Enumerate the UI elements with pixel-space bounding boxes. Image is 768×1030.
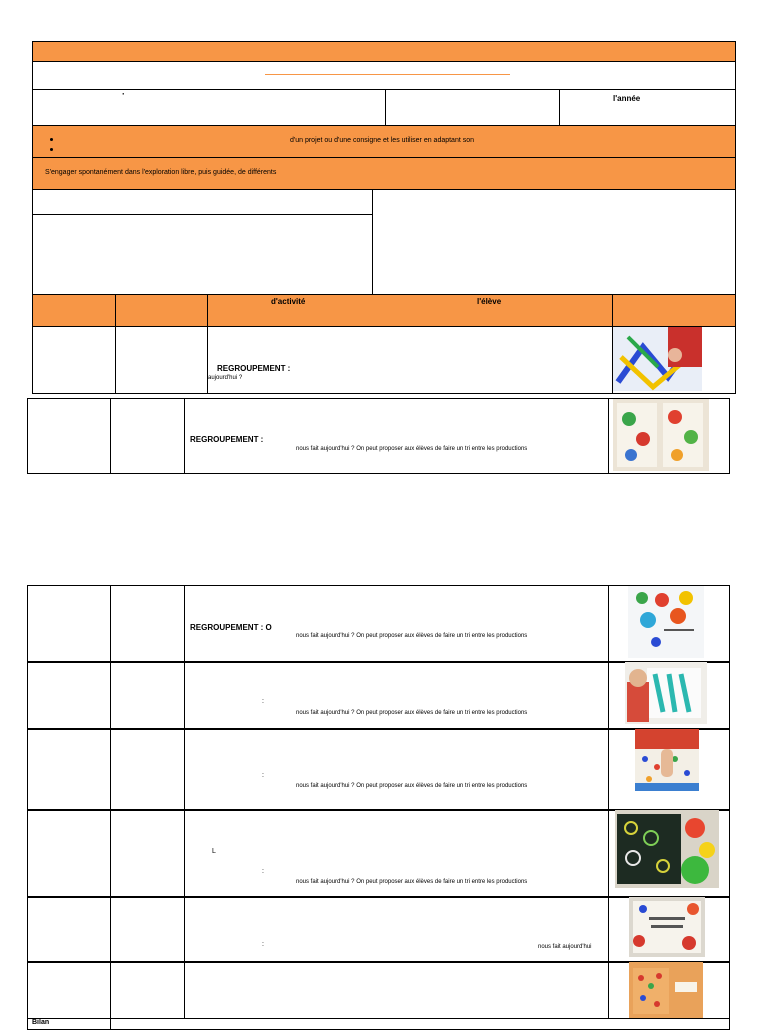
competency-band-2 (32, 157, 736, 190)
cell-divider (110, 662, 111, 729)
row-note: nous fait aujourd'hui ? On peut proposer aux élèves de faire un tri entre les productions (296, 633, 528, 639)
table-row (27, 661, 730, 730)
row-label: REGROUPEMENT : (190, 435, 264, 444)
row-note: nous fait aujourd'hui (538, 944, 592, 950)
cell-divider (184, 399, 185, 473)
header-band-top (32, 41, 736, 62)
cell-divider (608, 662, 609, 729)
cell-divider (184, 810, 185, 897)
cell-divider (608, 586, 609, 662)
cell-divider (110, 962, 111, 1018)
cell-divider (608, 810, 609, 897)
title-row (32, 61, 736, 90)
cell-divider (110, 1019, 111, 1029)
objectives-divider-h (33, 214, 372, 215)
row-colon: : (262, 941, 264, 948)
cell-divider (115, 327, 116, 393)
activity-photo (635, 729, 699, 791)
activity-photo (625, 662, 707, 724)
row-colon: : (262, 868, 264, 875)
activity-photo (629, 962, 703, 1018)
competency-text-1: d'un projet ou d'une consigne et les utiliser en adaptant son (290, 137, 475, 144)
row-note: nous fait aujourd'hui ? On peut proposer aux élèves de faire un tri entre les productions (296, 710, 528, 716)
cell-divider (110, 897, 111, 962)
cell-divider (608, 897, 609, 962)
activity-photo (628, 586, 704, 658)
competency-text-2: S'engager spontanément dans l'exploration libre, puis guidée, de différents (45, 169, 277, 176)
table-header (32, 294, 736, 327)
objectives-block (32, 189, 736, 295)
cell-divider (184, 662, 185, 729)
row-label: REGROUPEMENT : O (190, 623, 272, 632)
table-row (27, 961, 730, 1019)
info-row (32, 89, 736, 126)
cell-divider (184, 962, 185, 1018)
cell-divider (207, 327, 208, 393)
cell-divider (608, 729, 609, 810)
cell-divider (184, 729, 185, 810)
cell-divider (184, 897, 185, 962)
table-row (27, 585, 730, 663)
cell-divider (110, 729, 111, 810)
th-divider-3 (612, 295, 613, 326)
objectives-divider-v (372, 190, 373, 294)
cell-divider (110, 399, 111, 473)
th-divider-2 (207, 295, 208, 326)
row-letter: L (212, 848, 216, 855)
table-row (27, 398, 730, 474)
bullet-1 (50, 138, 53, 141)
year-label: l'année (613, 94, 641, 103)
info-divider-2 (559, 90, 560, 125)
activity-photo (613, 327, 702, 391)
table-row (32, 326, 736, 394)
row-colon: : (262, 698, 264, 705)
row-note: aujourd'hui ? (208, 375, 243, 381)
dot-mark: · (122, 89, 125, 99)
table-row (27, 896, 730, 963)
cell-divider (110, 810, 111, 897)
activity-photo (615, 810, 719, 888)
bullet-2 (50, 148, 53, 151)
row-note: nous fait aujourd'hui ? On peut proposer aux élèves de faire un tri entre les productions (296, 446, 528, 452)
activity-photo (629, 897, 705, 957)
table-row (27, 728, 730, 811)
bilan-row (27, 1018, 730, 1030)
row-note: nous fait aujourd'hui ? On peut proposer aux élèves de faire un tri entre les productions (296, 879, 528, 885)
cell-divider (608, 962, 609, 1018)
row-label: REGROUPEMENT : (217, 364, 291, 373)
th-divider-1 (115, 295, 116, 326)
info-divider-1 (385, 90, 386, 125)
table-row (27, 809, 730, 898)
col-activity-label: d'activité (271, 297, 306, 306)
title-underline (265, 74, 510, 75)
cell-divider (110, 586, 111, 662)
row-colon: : (262, 772, 264, 779)
col-student-label: l'élève (477, 297, 502, 306)
bilan-label: Bilan (32, 1019, 50, 1026)
cell-divider (184, 586, 185, 662)
cell-divider (608, 399, 609, 473)
competency-band-1 (32, 125, 736, 158)
activity-photo (613, 399, 709, 471)
row-note: nous fait aujourd'hui ? On peut proposer aux élèves de faire un tri entre les productions (296, 783, 528, 789)
